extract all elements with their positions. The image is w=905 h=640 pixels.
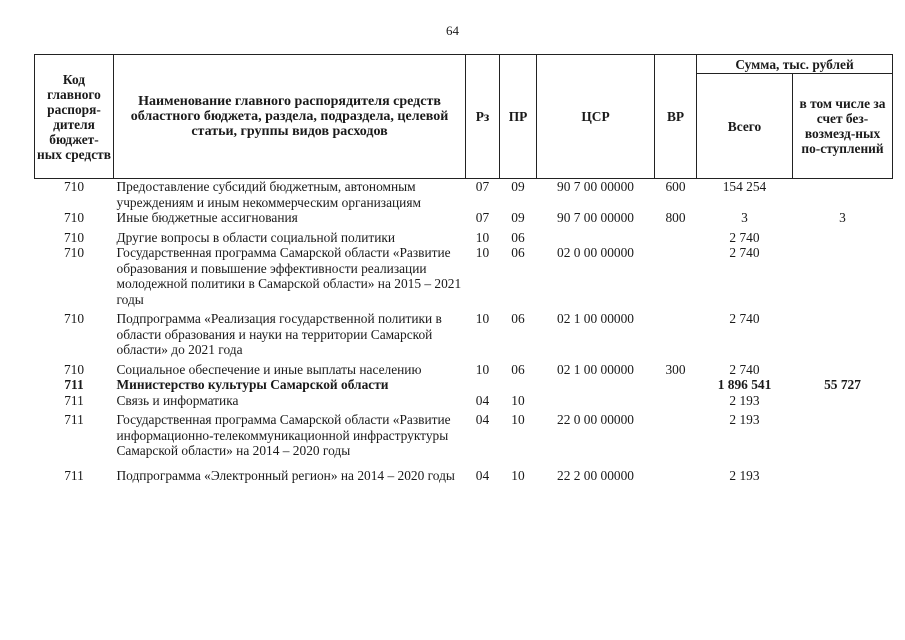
cell-code: 710 <box>63 245 85 260</box>
cell-code: 711 <box>64 412 84 427</box>
header-vr: ВР <box>655 55 697 179</box>
cell-total: 3 <box>741 210 748 225</box>
cell-incl <box>793 358 893 378</box>
cell-rz: 10 <box>475 245 490 260</box>
cell-name: Иные бюджетные ассигнования <box>116 210 298 225</box>
header-total: Всего <box>697 74 793 179</box>
budget-table <box>34 54 893 483</box>
cell-total: 2 193 <box>729 412 760 427</box>
cell-vr <box>655 393 697 409</box>
cell-incl <box>793 226 893 246</box>
cell-code: 710 <box>63 179 85 194</box>
page-number: 64 <box>446 23 459 38</box>
table-row <box>35 226 893 246</box>
cell-csr: 22 2 00 00000 <box>557 467 634 483</box>
cell-code: 711 <box>64 467 84 483</box>
cell-pr: 06 <box>511 361 525 377</box>
table-row <box>35 393 893 409</box>
cell-total: 2 740 <box>729 245 760 260</box>
cell-rz: 07 <box>475 210 490 225</box>
cell-pr: 10 <box>511 392 525 408</box>
cell-code: 711 <box>64 392 84 408</box>
cell-pr: 06 <box>511 311 525 326</box>
cell-pr: 06 <box>511 245 525 260</box>
cell-csr: 02 0 00 00000 <box>557 245 634 260</box>
cell-code: 711 <box>64 377 84 392</box>
cell-total: 154 254 <box>722 179 767 194</box>
cell-name: Социальное обеспечение и иные выплаты населению <box>116 361 422 377</box>
cell-vr <box>655 245 697 307</box>
cell-pr: 10 <box>511 412 525 427</box>
cell-incl <box>793 179 893 211</box>
header-incl: в том числе за счет без-возмезд-ных по-ступлений <box>793 74 893 179</box>
cell-csr: 22 0 00 00000 <box>557 412 634 427</box>
cell-vr: 600 <box>665 179 686 194</box>
cell-name: Министерство культуры Самарской области <box>116 377 389 392</box>
cell-incl <box>793 408 893 459</box>
cell-name: Государственная программа Самарской области «Развитие информационно-телекоммуникационной инфраструктуры Самарской области» на 2014 – 2020 годы <box>116 412 451 458</box>
cell-csr: 02 1 00 00000 <box>557 311 634 326</box>
cell-incl <box>793 459 893 484</box>
cell-pr <box>500 377 537 393</box>
cell-vr <box>655 377 697 393</box>
cell-pr: 06 <box>511 229 525 245</box>
cell-csr: 90 7 00 00000 <box>557 210 634 225</box>
cell-name: Государственная программа Самарской области «Развитие образования и повышение эффективности реализации молодежной политики в Самарской области» на 2015 – 2021 годы <box>116 245 462 307</box>
cell-rz: 10 <box>475 229 490 245</box>
cell-vr <box>655 408 697 459</box>
header-rz: Рз <box>466 55 500 179</box>
cell-vr <box>655 459 697 484</box>
table-row <box>35 459 893 484</box>
header-name: Наименование главного распорядителя средств областного бюджета, раздела, подраздела, целевой статьи, группы видов расходов <box>114 55 466 179</box>
cell-total: 2 740 <box>729 361 760 377</box>
cell-pr: 09 <box>511 179 525 194</box>
cell-csr: 90 7 00 00000 <box>557 179 634 194</box>
cell-incl <box>793 393 893 409</box>
cell-name: Подпрограмма «Реализация государственной политики в области образования и науки на территории Самарской области» до 2021 года <box>116 311 442 357</box>
cell-vr: 300 <box>665 361 686 377</box>
cell-name: Другие вопросы в области социальной политики <box>116 229 396 245</box>
cell-incl <box>793 307 893 358</box>
cell-total: 2 193 <box>729 467 760 483</box>
cell-vr <box>655 226 697 246</box>
cell-csr <box>537 226 655 246</box>
cell-code: 710 <box>63 210 85 225</box>
cell-total: 2 740 <box>729 311 760 326</box>
header-row-top <box>35 55 893 74</box>
cell-code: 710 <box>63 229 85 245</box>
cell-csr <box>537 393 655 409</box>
cell-code: 710 <box>63 311 85 326</box>
header-csr: ЦСР <box>537 55 655 179</box>
table-row <box>35 179 893 211</box>
cell-total: 2 740 <box>729 229 760 245</box>
cell-pr: 10 <box>511 467 525 483</box>
cell-name: Подпрограмма «Электронный регион» на 2014 – 2020 годы <box>116 467 455 483</box>
table-row <box>35 408 893 459</box>
cell-name: Связь и информатика <box>116 392 239 408</box>
cell-total: 1 896 541 <box>717 377 772 392</box>
cell-total: 2 193 <box>729 392 760 408</box>
header-sum: Сумма, тыс. рублей <box>697 55 893 74</box>
cell-rz: 04 <box>475 467 490 483</box>
cell-rz: 10 <box>475 311 490 326</box>
cell-rz: 04 <box>475 412 490 427</box>
cell-rz: 07 <box>475 179 490 194</box>
cell-incl: 55 727 <box>824 377 861 392</box>
header-code: Код главного распоря-дителя бюджет-ных средств <box>35 55 114 179</box>
cell-rz <box>466 377 500 393</box>
cell-pr: 09 <box>511 210 525 225</box>
cell-csr <box>537 377 655 393</box>
cell-vr <box>655 307 697 358</box>
table-row <box>35 210 893 226</box>
table-row <box>35 358 893 378</box>
table-row <box>35 245 893 307</box>
cell-code: 710 <box>63 361 85 377</box>
cell-incl: 3 <box>839 210 846 225</box>
header-pr: ПР <box>500 55 537 179</box>
cell-rz: 10 <box>475 361 490 377</box>
cell-name: Предоставление субсидий бюджетным, автономным учреждениям и иным некоммерческим организациям <box>116 179 421 210</box>
cell-rz: 04 <box>475 392 490 408</box>
table-row <box>35 377 893 393</box>
cell-vr: 800 <box>665 210 686 225</box>
table-row <box>35 307 893 358</box>
cell-csr: 02 1 00 00000 <box>557 361 634 377</box>
cell-incl <box>793 245 893 307</box>
